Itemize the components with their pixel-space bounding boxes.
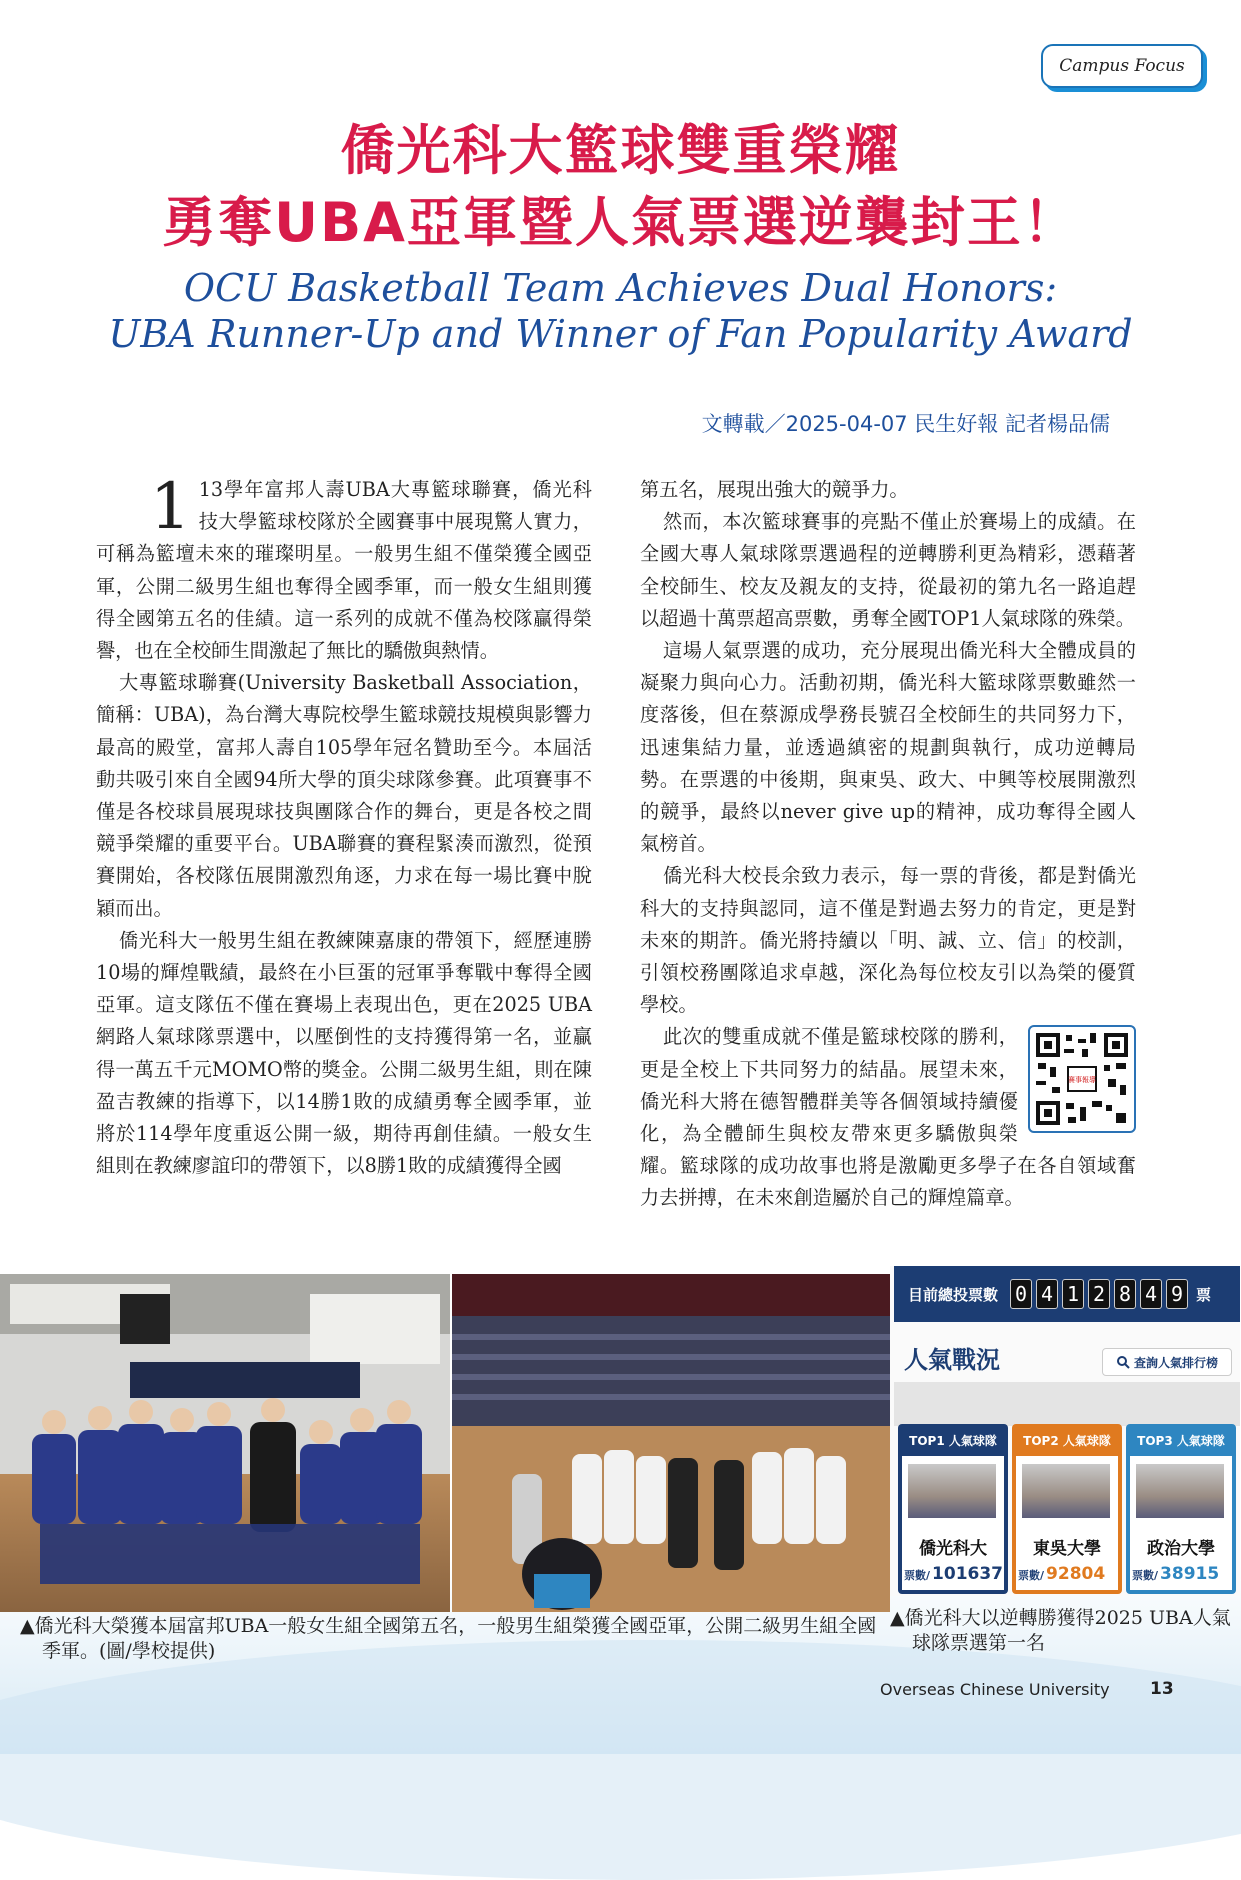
ranking-card-top3 — [1126, 1424, 1236, 1594]
team-name: 僑光科大 — [919, 1539, 987, 1559]
title-zh-line1: 僑光科大籃球雙重榮耀 — [340, 119, 901, 182]
drop-cap: 1 — [150, 470, 191, 544]
card-rank: TOP1 人氣球隊 — [909, 1433, 997, 1448]
article-paragraph: 然而，本次籃球賽事的亮點不僅止於賽場上的成績。在全國大專人氣球隊票選過程的逆轉勝利更為精彩，憑藉著全校師生、校友及親友的支持，從最初的第九名一路追趕以超過十萬票超高票數，勇奪全國TOP1人氣球隊的殊榮。 — [640, 510, 1136, 630]
section-tag: Campus Focus — [1041, 44, 1203, 88]
article-paragraph: 僑光科大校長余致力表示，每一票的背後，都是對僑光科大的支持與認同，這不僅是對過去努力的肯定，更是對未來的期許。僑光將持續以「明、誠、立、信」的校訓，引領校務團隊追求卓越，深化為每位校友引以為榮的優質學校。 — [640, 864, 1136, 1017]
search-icon — [1116, 1355, 1130, 1369]
popularity-heading: 人氣戰況 — [904, 1346, 1000, 1374]
background-wave — [0, 1640, 1241, 1880]
ranking-search-label: 查詢人氣排行榜 — [1133, 1355, 1218, 1370]
caption-left: ▲僑光科大榮獲本屆富邦UBA一般女生組全國第五名，一般男生組榮獲全國亞軍，公開二級男生組全國季軍。(圖/學校提供) — [20, 1615, 877, 1662]
qr-code[interactable] — [1028, 1025, 1136, 1133]
team-photo — [1136, 1464, 1224, 1518]
panel-band — [894, 1382, 1240, 1426]
title-en-line2: UBA Runner-Up and Winner of Fan Popularity Award — [108, 312, 1133, 356]
article-paragraph: 第五名，展現出強大的競爭力。 — [640, 478, 909, 501]
vote-digit: 8 — [1114, 1279, 1136, 1309]
team-votes: 票數/ 38915 — [1132, 1564, 1220, 1584]
team-votes: 票數/ 101637 — [904, 1564, 1004, 1584]
page-number: 13 — [1150, 1679, 1174, 1699]
ranking-card-top1 — [898, 1424, 1008, 1594]
qr-code-icon — [1034, 1031, 1130, 1127]
qr-label: 賽事報導 — [1068, 1076, 1096, 1085]
title-en-line1: OCU Basketball Team Achieves Dual Honors: — [183, 266, 1058, 310]
photo-womens-team — [0, 1274, 450, 1612]
vote-total-bar — [894, 1266, 1240, 1322]
team-name: 政治大學 — [1147, 1539, 1215, 1559]
photo-womens-team-image — [0, 1274, 450, 1612]
article-paragraph-text: 此次的雙重成就不僅是籃球校隊的勝利，更是全校上下共同努力的結晶。展望未來，僑光科大將在德智體群美等各個領域持續優化，為全體師生與校友帶來更多驕傲與榮耀。籃球隊的成功故事也將是激勵更多學子在各自領域奮力去拼搏，在未來創造屬於自己的輝煌篇章。 — [640, 1025, 1136, 1210]
vote-counter — [1006, 1279, 1188, 1309]
article-paragraph: 僑光科大一般男生組在教練陳嘉康的帶領下，經歷連勝10場的輝煌戰績，最終在小巨蛋的冠軍爭奪戰中奪得全國亞軍。這支隊伍不僅在賽場上表現出色，更在2025 UBA網路人氣球隊票選中，以壓倒性的支持獲得第一名，並贏得一萬五千元MOMO幣的獎金。公開二級男生組，則在陳盈吉教練的指導下，以14勝1敗的成績勇奪全國季軍，並將於114學年度重返公開一級，期待再創佳績。一般女生組則在教練廖誼印的帶領下，以8勝1敗的成績獲得全國 — [96, 928, 592, 1178]
team-name: 東吳大學 — [1033, 1539, 1101, 1559]
vote-digit: 1 — [1062, 1279, 1084, 1309]
article-paragraph: 這場人氣票選的成功，充分展現出僑光科大全體成員的凝聚力與向心力。活動初期，僑光科大籃球隊票數雖然一度落後，但在蔡源成學務長號召全校師生的共同努力下，迅速集結力量，並透過縝密的規劃與執行，成功逆轉局勢。在票選的中後期，與東吳、政大、中興等校展開激烈的競爭，最終以never give up的精神，成功奪得全國人氣榜首。 — [640, 639, 1136, 856]
article-column-right — [640, 474, 1136, 1215]
vote-digit: 4 — [1036, 1279, 1058, 1309]
photo-mens-team-image — [452, 1274, 890, 1612]
title-zh-line2: 勇奪UBA亞軍暨人氣票選逆襲封王！ — [162, 191, 1079, 254]
footer-school: Overseas Chinese University — [880, 1680, 1110, 1699]
vote-digit: 4 — [1140, 1279, 1162, 1309]
article-paragraph: 13學年富邦人壽UBA大專籃球聯賽，僑光科技大學籃球校隊於全國賽事中展現驚人實力，可稱為籃壇未來的璀璨明星。一般男生組不僅榮獲全國亞軍，公開二級男生組也奪得全國季軍，而一般女生組則獲得全國第五名的佳績。這一系列的成就不僅為校隊贏得榮譽，也在全校師生間激起了無比的驕傲與熱情。 — [96, 478, 592, 663]
byline: 文轉載／2025-04-07 民生好報 記者楊品儒 — [701, 412, 1110, 436]
team-votes: 票數/ 92804 — [1018, 1564, 1106, 1584]
team-photo — [908, 1464, 996, 1518]
ranking-search-button[interactable] — [1102, 1348, 1232, 1376]
caption-right: ▲僑光科大以逆轉勝獲得2025 UBA人氣球隊票選第一名 — [890, 1607, 1231, 1654]
vote-digit: 0 — [1010, 1279, 1032, 1309]
article-column-left — [96, 470, 592, 1182]
article-paragraph-final — [640, 1021, 1136, 1214]
card-rank: TOP3 人氣球隊 — [1137, 1433, 1225, 1448]
vote-digit: 2 — [1088, 1279, 1110, 1309]
card-rank: TOP2 人氣球隊 — [1023, 1433, 1111, 1448]
article-paragraph: 大專籃球聯賽(University Basketball Association，簡稱：UBA)，為台灣大專院校學生籃球競技規模與影響力最高的殿堂，富邦人壽自105學年冠名贊助至今。本屆活動共吸引來自全國94所大學的頂尖球隊參賽。此項賽事不僅是各校球員展現球技與團隊合作的舞台，更是各校之間競爭榮耀的重要平台。UBA聯賽的賽程緊湊而激烈，從預賽開始，各校隊伍展開激烈角逐，力求在每一場比賽中脫穎而出。 — [96, 671, 592, 920]
photo-mens-team — [452, 1274, 890, 1612]
vote-digit: 9 — [1166, 1279, 1188, 1309]
vote-unit: 票 — [1196, 1285, 1212, 1304]
team-photo — [1022, 1464, 1110, 1518]
ranking-card-top2 — [1012, 1424, 1122, 1594]
vote-total-label: 目前總投票數 — [908, 1285, 999, 1304]
vote-panel — [890, 1266, 1240, 1596]
